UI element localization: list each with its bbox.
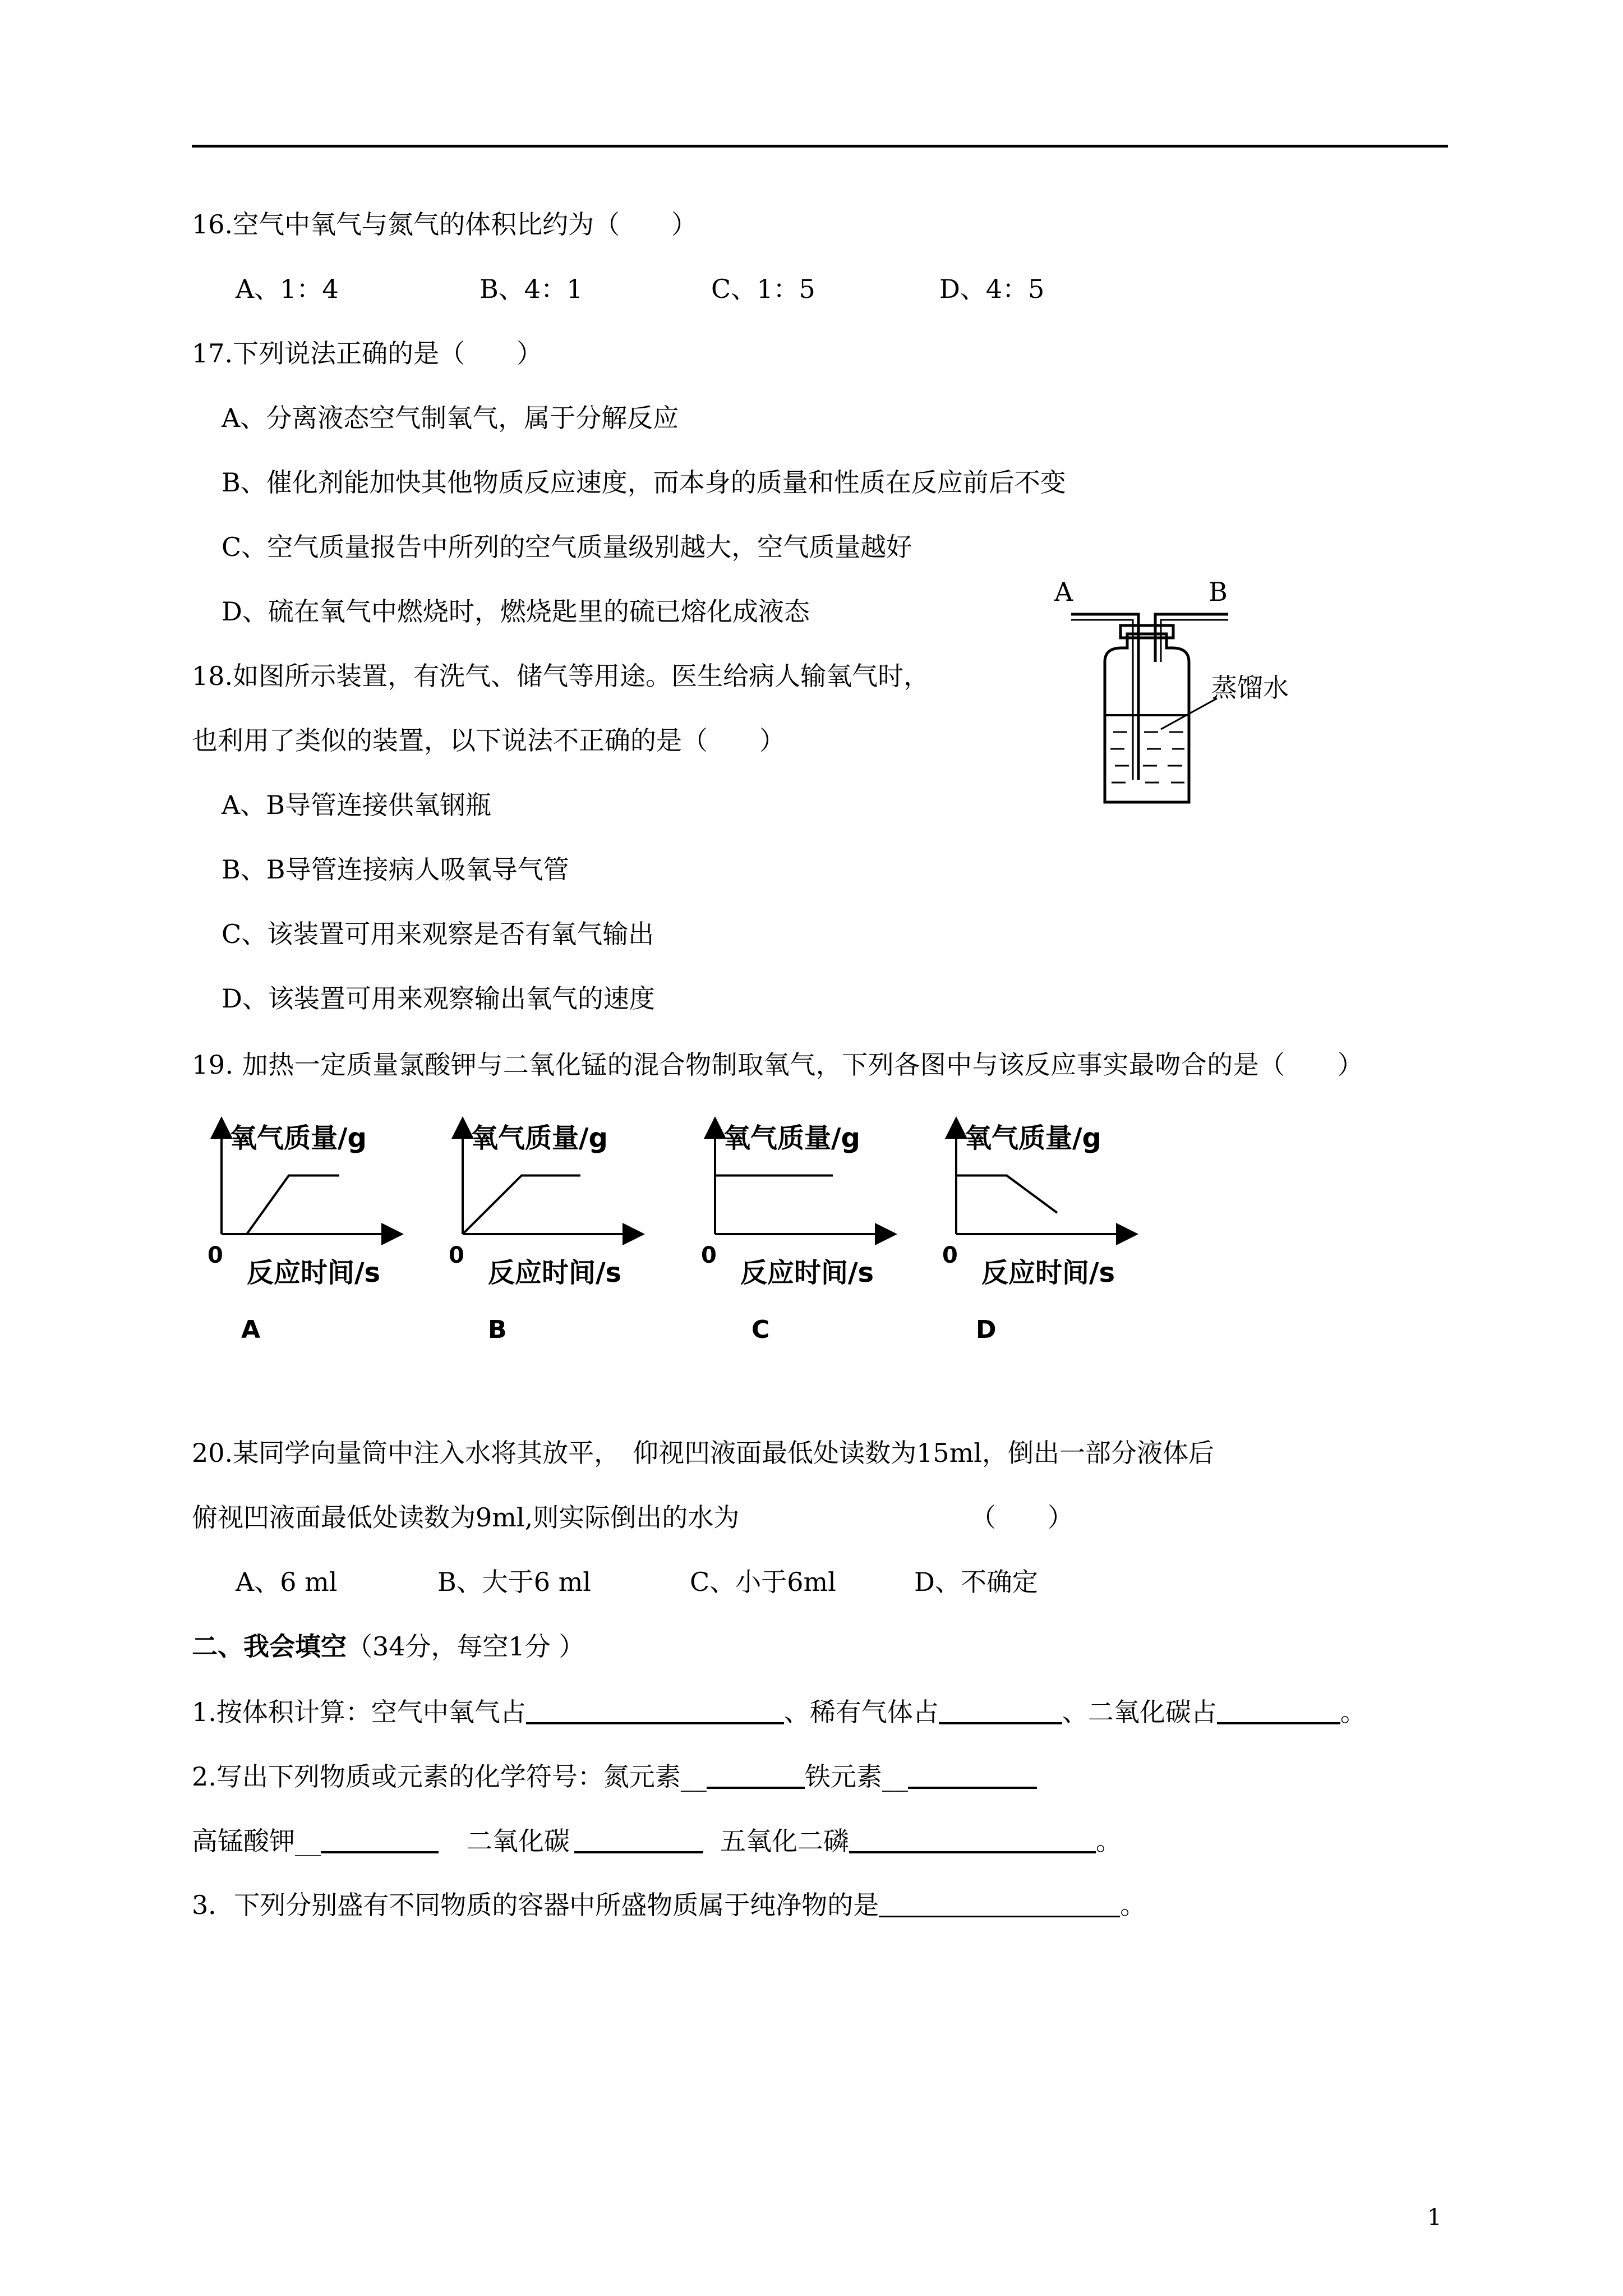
graph-b-x-label: 反应时间/s [488,1257,622,1289]
q16-option-c: C、1：5 [711,274,815,304]
q20-stem-paren: （ ） [970,1502,1073,1533]
graph-d-letter: D [976,1315,997,1344]
fill1-text-a: 1.按体积计算：空气中氧气占 [192,1697,526,1727]
fill2-line2 [192,1823,1122,1858]
q20-option-b: B、大于6 ml [437,1567,592,1597]
graph-c-x-label: 反应时间/s [740,1257,874,1289]
q17-option-c: C、空气质量报告中所列的空气质量级别越大，空气质量越好 [222,532,912,562]
fill2-blank-co2[interactable] [574,1823,703,1853]
fill1-line [192,1694,1366,1729]
fill2-text-c: 高锰酸钾__ [192,1826,321,1856]
graph-c-y-label: 氧气质量/g [723,1122,860,1154]
q19-graph-d [942,1116,1183,1352]
q20-stem-line2: 俯视凹液面最低处读数为9ml,则实际倒出的水为 [192,1502,740,1533]
graph-d-y-label: 氧气质量/g [965,1122,1101,1154]
q18-stem-line1: 18.如图所示装置，有洗气、储气等用途。医生给病人输氧气时， [192,661,930,691]
fill2-blank-kmno4[interactable] [321,1823,439,1853]
graph-d-curve [956,1176,1057,1213]
fill2-blank-p2o5[interactable] [849,1823,1096,1853]
graph-a-letter: A [241,1315,261,1344]
fill1-blank-noble-gas[interactable] [939,1694,1062,1724]
graph-a-y-label: 氧气质量/g [230,1122,367,1154]
q19-graph-b [449,1116,690,1352]
graph-b-y-label: 氧气质量/g [471,1122,608,1154]
bottle-label-b: B [1209,577,1228,607]
fill1-text-c: 、二氧化碳占 [1062,1697,1217,1727]
bottle-label-water: 蒸馏水 [1211,673,1289,703]
fill2-text-d: 二氧化碳 [467,1826,570,1856]
q20-stem-line1: 20.某同学向量筒中注入水将其放平， 仰视凹液面最低处读数为15ml，倒出一部分液体后 [192,1438,1215,1468]
q16-option-a: A、1：4 [236,274,339,304]
q16-option-b: B、4：1 [479,274,583,304]
page-number: 1 [1427,2205,1442,2230]
q18-stem-line2: 也利用了类似的装置，以下说法不正确的是（ ） [192,725,785,756]
q16-option-d: D、4：5 [939,274,1045,304]
q17-option-b: B、催化剂能加快其他物质反应速度，而本身的质量和性质在反应前后不变 [222,467,1066,498]
q20-option-d: D、不确定 [914,1567,1038,1597]
graph-a-curve [247,1176,339,1235]
fill1-text-b: 、稀有气体占 [783,1697,939,1727]
graph-a-x-label: 反应时间/s [247,1257,381,1289]
fill2-text-f: 。 [1096,1826,1122,1856]
fill3-line [192,1888,1146,1922]
graph-b-curve [463,1176,580,1235]
fill2-text-b: 铁元素__ [804,1761,908,1792]
q16-stem: 16.空气中氧气与氮气的体积比约为（ ） [192,209,698,240]
fill3-text-a: 3．下列分别盛有不同物质的容器中所盛物质属于纯净物的是 [192,1890,879,1920]
q18-option-d: D、该装置可用来观察输出氧气的速度 [222,983,655,1014]
q19-graph-a [208,1116,449,1352]
section2-note: （34分，每空1分 ） [347,1631,585,1662]
graph-c-origin: 0 [701,1243,717,1268]
q19-stem: 19. 加热一定质量氯酸钾与二氧化锰的混合物制取氧气，下列各图中与该反应事实最吻合的是（ ） [192,1050,1364,1080]
fill2-blank-iron[interactable] [908,1759,1037,1789]
q18-option-c: C、该装置可用来观察是否有氧气输出 [222,919,654,949]
q18-option-b: B、B导管连接病人吸氧导气管 [222,854,569,885]
q20-option-c: C、小于6ml [690,1567,836,1597]
q20-option-a: A、6 ml [236,1567,338,1597]
section2-title: 二、我会填空 [192,1631,347,1662]
fill3-text-b: 。 [1120,1890,1146,1920]
header-rule [192,145,1448,148]
graph-a-origin: 0 [208,1243,223,1268]
graph-c-letter: C [751,1315,770,1344]
graph-d-x-label: 反应时间/s [981,1257,1115,1289]
fill2-text-a: 2.写出下列物质或元素的化学符号：氮元素__ [192,1761,707,1792]
gas-washing-bottle-figure [1049,577,1307,819]
gas-washing-bottle-icon [1049,595,1307,819]
fill2-blank-nitrogen[interactable] [707,1759,805,1789]
graph-b-origin: 0 [449,1243,464,1268]
bottle-label-a: A [1054,577,1073,607]
q17-option-a: A、分离液态空气制氧气，属于分解反应 [222,403,679,433]
graph-d-origin: 0 [942,1243,958,1268]
fill2-text-e: 五氧化二磷 [720,1826,849,1856]
q19-graph-c [701,1116,942,1352]
fill2-line1 [192,1759,1037,1793]
q17-stem: 17.下列说法正确的是（ ） [192,338,543,369]
graph-b-letter: B [488,1315,507,1344]
fill3-blank-pure-substance[interactable] [879,1888,1120,1917]
fill1-blank-oxygen[interactable] [526,1694,784,1724]
q17-option-d: D、硫在氧气中燃烧时，燃烧匙里的硫已熔化成液态 [222,596,810,627]
fill1-text-d: 。 [1340,1697,1366,1727]
q18-option-a: A、B导管连接供氧钢瓶 [222,790,492,820]
section2-heading [192,1630,584,1663]
fill1-blank-co2[interactable] [1217,1694,1340,1724]
